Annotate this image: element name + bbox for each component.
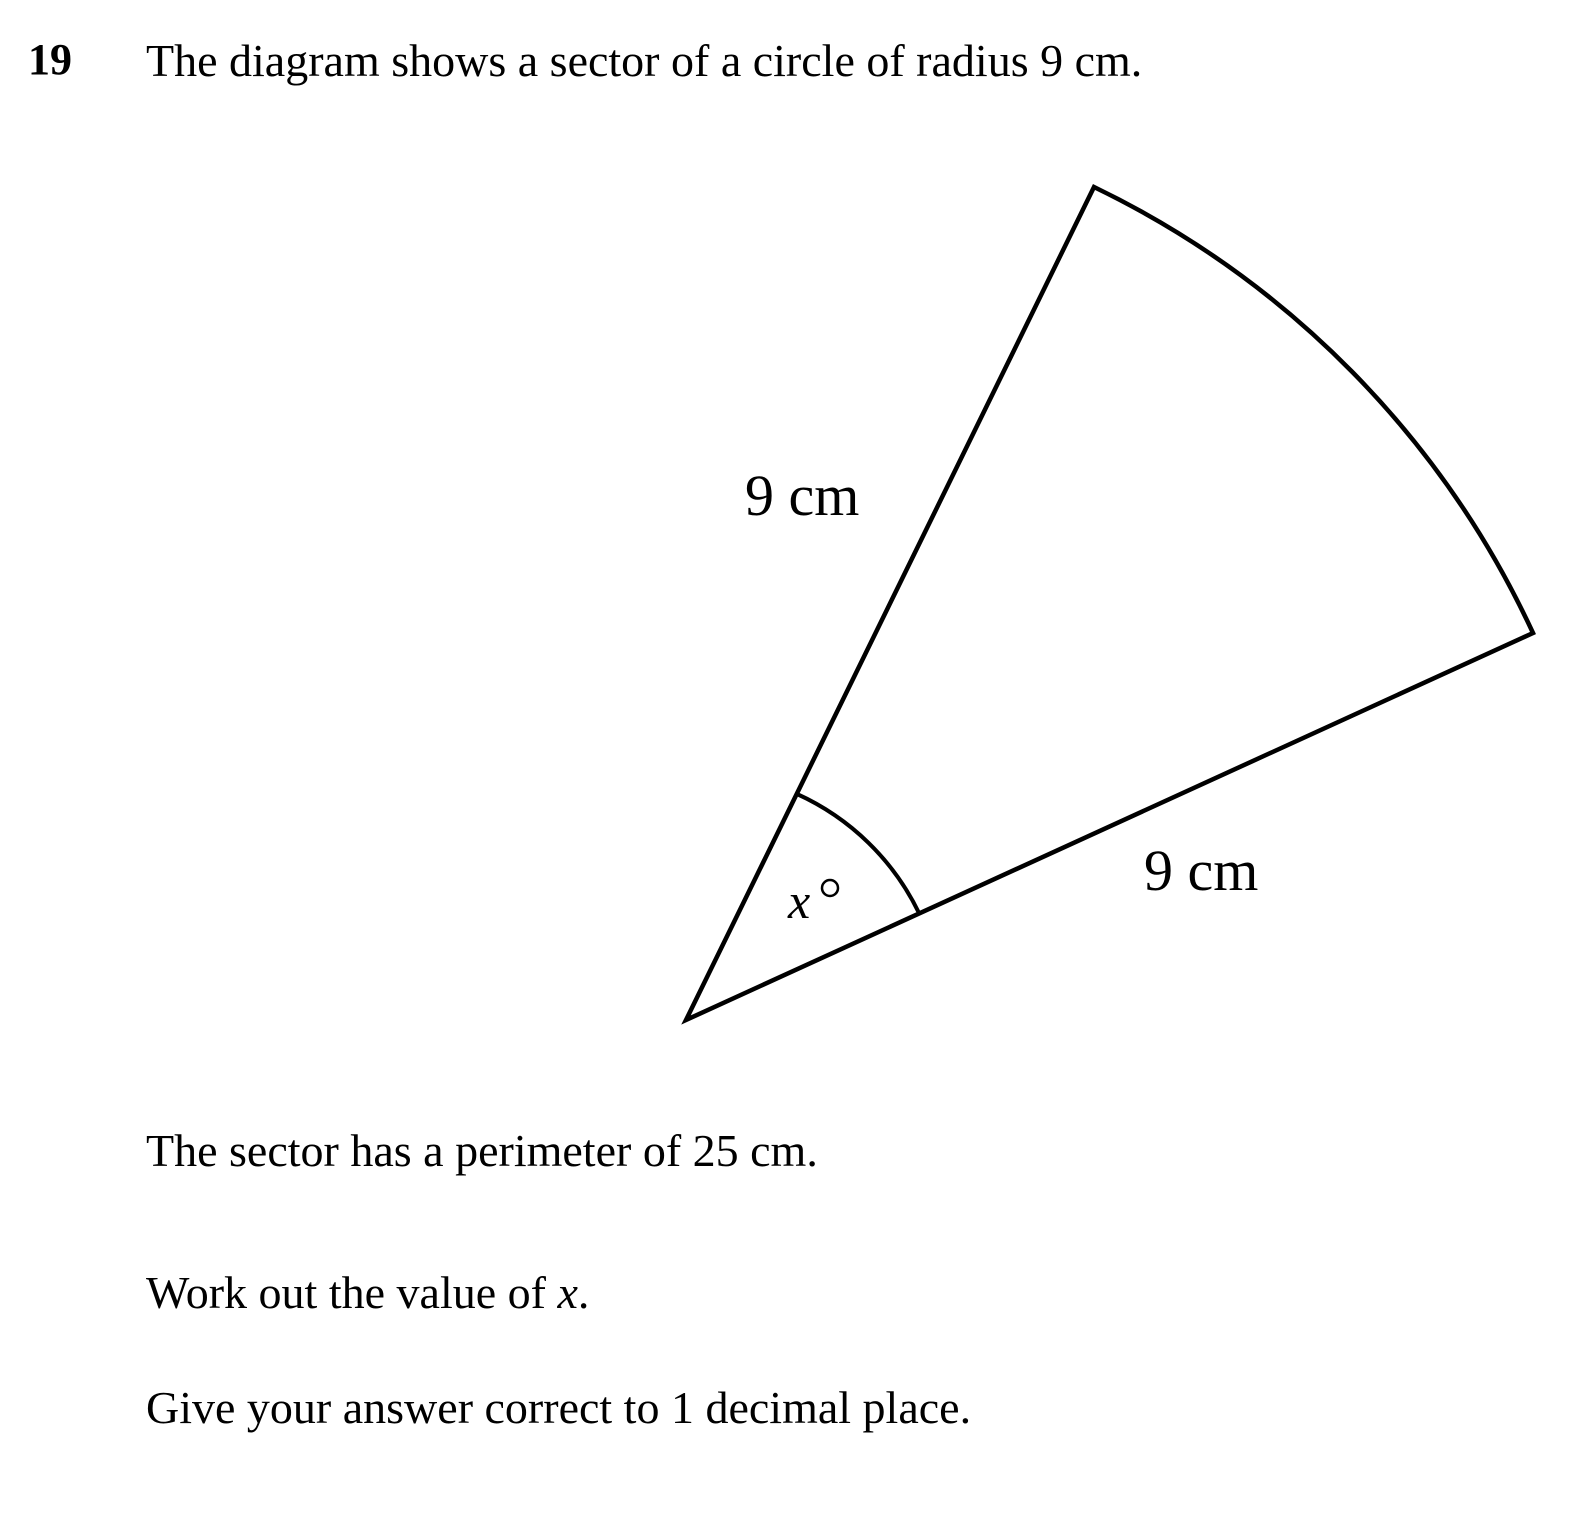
radius-label-upper: 9 cm xyxy=(745,463,860,528)
sector-outline xyxy=(686,187,1533,1020)
question-number: 19 xyxy=(28,35,72,84)
angle-arc xyxy=(797,794,919,913)
perimeter-statement: The sector has a perimeter of 25 cm. xyxy=(146,1125,818,1176)
radius-label-lower: 9 cm xyxy=(1144,838,1259,903)
work-out-prefix: Work out the value of xyxy=(146,1267,558,1318)
angle-label xyxy=(787,873,810,929)
work-out-instruction xyxy=(146,1267,590,1318)
work-out-suffix: . xyxy=(577,1267,590,1318)
angle-variable: x xyxy=(788,873,811,929)
work-out-variable: x xyxy=(557,1267,578,1318)
degree-symbol xyxy=(822,880,838,896)
question-intro: The diagram shows a sector of a circle of radius 9 cm. xyxy=(146,35,1143,86)
accuracy-instruction: Give your answer correct to 1 decimal place. xyxy=(146,1382,972,1433)
